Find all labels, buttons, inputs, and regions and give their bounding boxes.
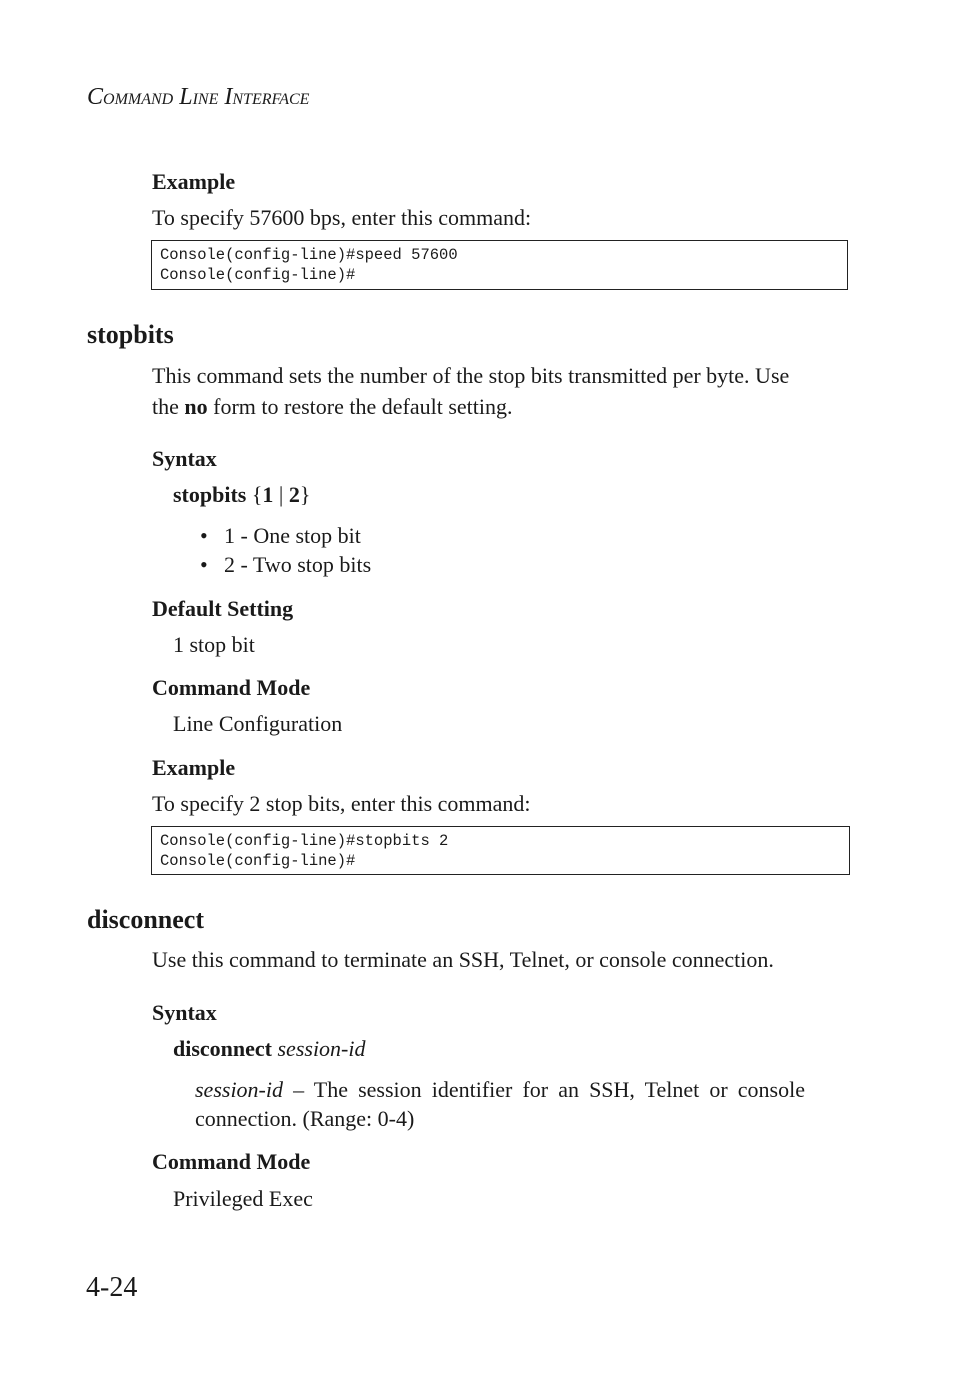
example-heading: Example [152,169,236,194]
syntax-line: stopbits {1 | 2} [173,482,311,507]
running-header: COMMAND LINE INTERFACE [87,84,310,110]
example-heading: Example [152,755,236,780]
code-block [151,826,850,875]
page-number: 4-24 [86,1272,138,1303]
command-title: disconnect [87,905,204,934]
syntax-line: disconnect session-id [173,1036,366,1061]
parameter-description: session-id – The session identifier for an SSH, Telnet or console connection. (Range: 0-4) [195,1077,805,1131]
syntax-heading: Syntax [152,446,217,471]
command-title: stopbits [87,320,174,349]
code-block [151,240,848,290]
code-line: Console(config-line)#stopbits 2 [160,832,449,850]
mode-heading: Command Mode [152,675,311,700]
default-value: 1 stop bit [173,632,255,657]
default-heading: Default Setting [152,596,294,621]
example-text: To specify 57600 bps, enter this command: [152,205,532,230]
example-text: To specify 2 stop bits, enter this command: [152,791,531,816]
code-line: Console(config-line)# [160,852,356,870]
list-item: • 2 - Two stop bits [200,552,372,577]
code-line: Console(config-line)# [160,266,356,284]
mode-value: Line Configuration [173,711,343,736]
code-line: Console(config-line)#speed 57600 [160,246,458,264]
mode-heading: Command Mode [152,1149,311,1174]
command-description: Use this command to terminate an SSH, Telnet, or console connection. [152,947,774,972]
command-description: This command sets the number of the stop bits transmitted per byte. Use the no form to restore the default setting. [152,363,790,419]
mode-value: Privileged Exec [173,1186,313,1211]
list-item: • 1 - One stop bit [200,523,361,548]
syntax-heading: Syntax [152,1000,217,1025]
